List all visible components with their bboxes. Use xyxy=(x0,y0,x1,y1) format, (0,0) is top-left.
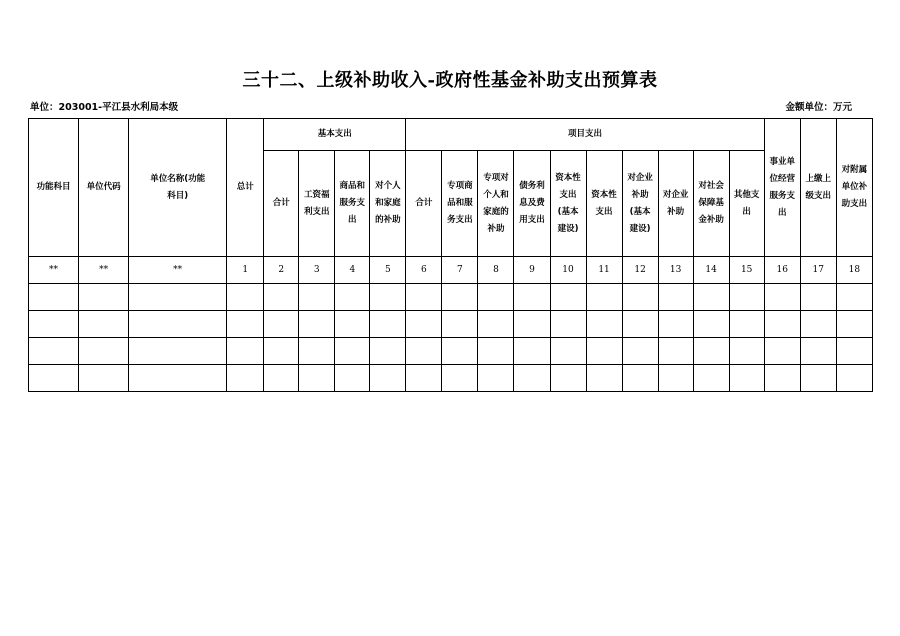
header-basic-total: 合计 xyxy=(264,151,299,257)
table-cell xyxy=(658,338,693,365)
index-cell: 2 xyxy=(264,257,299,284)
table-cell xyxy=(227,338,264,365)
header-project-other: 其他支出 xyxy=(729,151,764,257)
table-cell xyxy=(800,365,836,392)
header-project-total: 合计 xyxy=(406,151,442,257)
table-cell xyxy=(29,284,79,311)
index-cell: 12 xyxy=(622,257,658,284)
page-title: 三十二、上级补助收入-政府性基金补助支出预算表 xyxy=(242,70,658,91)
table-cell xyxy=(622,365,658,392)
amount-unit-label: 金额单位：万元 xyxy=(785,102,852,113)
table-cell xyxy=(693,338,729,365)
header-project-group: 项目支出 xyxy=(406,119,764,151)
table-cell xyxy=(264,365,299,392)
table-cell xyxy=(514,365,550,392)
table-cell xyxy=(764,284,800,311)
table-cell xyxy=(478,284,514,311)
table-cell xyxy=(227,284,264,311)
table-cell xyxy=(586,284,622,311)
table-cell xyxy=(79,365,129,392)
table-cell xyxy=(406,338,442,365)
table-cell xyxy=(335,284,370,311)
table-row xyxy=(29,365,873,392)
header-basic-group: 基本支出 xyxy=(264,119,406,151)
header-project-enterprise: 对企业补助 xyxy=(658,151,693,257)
table-cell xyxy=(478,311,514,338)
table-row xyxy=(29,311,873,338)
header-project-debt: 债务利息及费用支出 xyxy=(514,151,550,257)
table-cell xyxy=(586,311,622,338)
table-cell xyxy=(836,365,872,392)
table-cell xyxy=(406,311,442,338)
table-cell xyxy=(478,338,514,365)
header-project-personal: 专项对个人和家庭的补助 xyxy=(478,151,514,257)
table-cell xyxy=(129,311,227,338)
table-cell xyxy=(442,311,478,338)
index-cell: 16 xyxy=(764,257,800,284)
table-cell xyxy=(299,284,335,311)
header-unit-name: 单位名称(功能科目) xyxy=(129,119,227,257)
table-cell xyxy=(800,311,836,338)
table-cell xyxy=(29,338,79,365)
table-cell xyxy=(836,311,872,338)
index-cell: 3 xyxy=(299,257,335,284)
header-total: 总计 xyxy=(227,119,264,257)
table-cell xyxy=(514,338,550,365)
table-cell xyxy=(79,284,129,311)
table-cell xyxy=(550,311,586,338)
index-cell: 10 xyxy=(550,257,586,284)
table-cell xyxy=(764,365,800,392)
table-cell xyxy=(550,284,586,311)
table-cell xyxy=(622,284,658,311)
header-basic-goods: 商品和服务支出 xyxy=(335,151,370,257)
table-cell xyxy=(442,284,478,311)
index-row xyxy=(29,257,873,284)
table-cell xyxy=(79,311,129,338)
table-cell xyxy=(129,284,227,311)
table-cell xyxy=(299,311,335,338)
table-cell xyxy=(622,311,658,338)
header-affiliated: 对附属单位补助支出 xyxy=(836,119,872,257)
unit-label: 单位：203001-平江县水利局本级 xyxy=(30,102,179,113)
table-cell xyxy=(335,365,370,392)
table-cell xyxy=(836,338,872,365)
table-cell xyxy=(658,311,693,338)
header-business: 事业单位经营服务支出 xyxy=(764,119,800,257)
index-cell: 11 xyxy=(586,257,622,284)
table-cell xyxy=(370,338,406,365)
header-project-goods: 专项商品和服务支出 xyxy=(442,151,478,257)
table-cell xyxy=(800,284,836,311)
table-row xyxy=(29,284,873,311)
table-cell xyxy=(622,338,658,365)
table-cell xyxy=(729,311,764,338)
table-cell xyxy=(586,338,622,365)
header-project-enterprise-construction: 对企业补助(基本建设) xyxy=(622,151,658,257)
index-cell: 9 xyxy=(514,257,550,284)
header-project-social-security: 对社会保障基金补助 xyxy=(693,151,729,257)
index-cell: 5 xyxy=(370,257,406,284)
table-cell xyxy=(264,311,299,338)
table-cell xyxy=(79,338,129,365)
table-cell xyxy=(299,338,335,365)
index-cell: ** xyxy=(79,257,129,284)
header-basic-wages: 工资福利支出 xyxy=(299,151,335,257)
table-cell xyxy=(264,338,299,365)
table-cell xyxy=(370,284,406,311)
table-cell xyxy=(227,365,264,392)
table-cell xyxy=(658,284,693,311)
table-cell xyxy=(693,365,729,392)
header-upper: 上缴上级支出 xyxy=(800,119,836,257)
index-cell: 1 xyxy=(227,257,264,284)
table-cell xyxy=(370,365,406,392)
table-cell xyxy=(764,338,800,365)
index-cell: 17 xyxy=(800,257,836,284)
table-cell xyxy=(129,365,227,392)
index-cell: 4 xyxy=(335,257,370,284)
index-cell: ** xyxy=(29,257,79,284)
table-cell xyxy=(406,284,442,311)
table-cell xyxy=(227,311,264,338)
table-cell xyxy=(764,311,800,338)
table-cell xyxy=(129,338,227,365)
index-cell: 8 xyxy=(478,257,514,284)
header-project-capital: 资本性支出 xyxy=(586,151,622,257)
table-cell xyxy=(442,365,478,392)
index-cell: 18 xyxy=(836,257,872,284)
table-cell xyxy=(693,284,729,311)
table-cell xyxy=(442,338,478,365)
table-row xyxy=(29,338,873,365)
header-func-subject: 功能科目 xyxy=(29,119,79,257)
table-cell xyxy=(335,311,370,338)
index-cell: 13 xyxy=(658,257,693,284)
table-cell xyxy=(335,338,370,365)
header-basic-personal: 对个人和家庭的补助 xyxy=(370,151,406,257)
table-cell xyxy=(693,311,729,338)
table-cell xyxy=(299,365,335,392)
table-cell xyxy=(406,365,442,392)
index-cell: 7 xyxy=(442,257,478,284)
header-project-capital-construction: 资本性支出(基本建设) xyxy=(550,151,586,257)
table-cell xyxy=(29,311,79,338)
table-cell xyxy=(586,365,622,392)
table-cell xyxy=(478,365,514,392)
table-cell xyxy=(729,365,764,392)
index-cell: ** xyxy=(129,257,227,284)
table-cell xyxy=(264,284,299,311)
index-cell: 6 xyxy=(406,257,442,284)
table-cell xyxy=(550,365,586,392)
table-cell xyxy=(514,284,550,311)
table-cell xyxy=(836,284,872,311)
table-cell xyxy=(800,338,836,365)
table-cell xyxy=(658,365,693,392)
index-cell: 14 xyxy=(693,257,729,284)
table-cell xyxy=(514,311,550,338)
table-cell xyxy=(29,365,79,392)
budget-table xyxy=(28,118,873,392)
table-cell xyxy=(729,338,764,365)
table-cell xyxy=(729,284,764,311)
index-cell: 15 xyxy=(729,257,764,284)
table-cell xyxy=(550,338,586,365)
header-unit-code: 单位代码 xyxy=(79,119,129,257)
table-cell xyxy=(370,311,406,338)
